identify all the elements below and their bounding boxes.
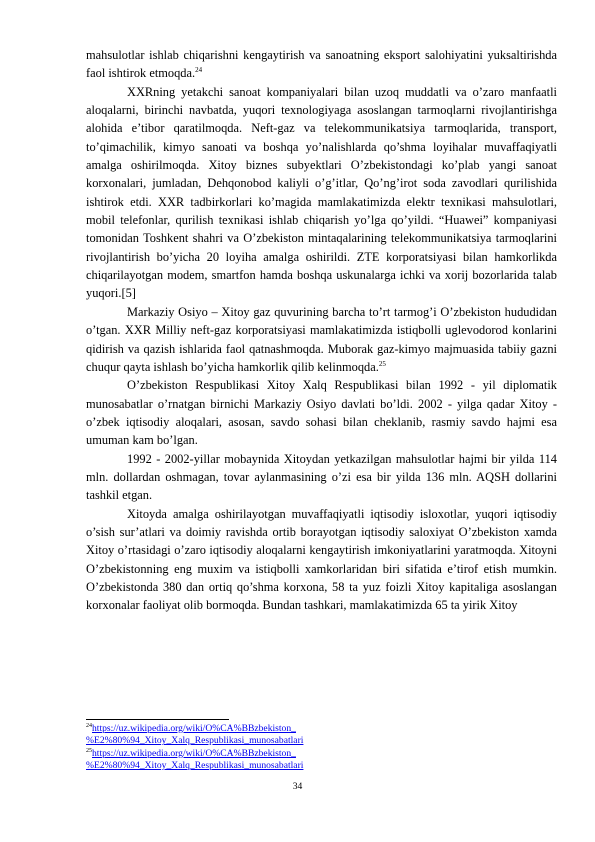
footnote-24 — [86, 723, 557, 748]
footnote-link-25[interactable]: https://uz.wikipedia.org/wiki/O%CA%BBzbekiston_ %E2%80%94_Xitoy_Xalq_Respublikasi_munosabatlari — [86, 747, 304, 772]
paragraph-5: 1992 - 2002-yillar mobaynida Xitoydan yetkazilgan mahsulotlar hajmi bir yilda 114 mln. dollardan oshmagan, tovar aylanmasining o’zi esa bir yilda 136 mln. AQSH dollarini tashkil etgan. — [86, 451, 557, 503]
paragraph-6: Xitoyda amalga oshirilayotgan muvaffaqiyatli iqtisodiy isloxotlar, yuqori iqtisodiy o’sish sur’atlari va doimiy ravishda ortib borayotgan iqtisodiy saloxiyat O’zbekiston xamda Xitoy o’rtasidagi o’zaro iqtisodiy aloqalarni kengaytirish imkoniyatlarini yaratmoqda. Xitoyni O’zbekistonning eng muxim va istiqbolli xamkorlaridan biri sifatida e’tirof etish mumkin. O’zbekistonda 380 dan ortiq qo’shma korxona, 58 ta yuz foizli Xitoy kapitaliga asoslangan korxonalar faoliyat olib bormoqda. Bundan tashkari, mamlakatimizda 65 ta yirik Xitoy — [86, 506, 557, 613]
paragraph-1: mahsulotlar ishlab chiqarishni kengaytirish va sanoatning eksport salohiyatini yuksaltirishda faol ishtirok etmoqda.$^{24}$ — [86, 48, 557, 81]
paragraph-4: O’zbekiston Respublikasi Xitoy Xalq Respublikasi bilan 1992 - yil diplomatik munosabatlar o’rnatgan birnichi Markaziy Osiyo davlati bo’ldi. 2002 - yilga qadar Xitoy - o’zbek iqtisodiy aloqalari, asosan, savdo sohasi bilan cheklanib, rasmiy savdo hajmi esa umuman kam bo’lgan. — [86, 378, 557, 448]
footnote-separator — [86, 719, 229, 720]
footnote-number: 24 — [86, 722, 92, 729]
paragraph-2: XXRning yetakchi sanoat kompaniyalari bilan uzoq muddatli va o’zaro manfaatli aloqalarni, birinchi navbatda, yuqori texnologiyaga asoslangan tarmoqlarni rivojlantirishga alohida e’tibor qaratilmoqda. Neft-gaz va telekommunikatsiya tarmoqlarida, transport, to’qimachilik, kimyo sanoati va boshqa yo’nalishlarda qo’shma loyihalar muvaffaqiyatli amalga oshirilmoqda. Xitoy biznes subyektlari O’zbekistondagi ko’plab yangi sanoat korxonalari, jumladan, Dehqonobod kaliyli o’g’itlar, Qo’ng’irot soda zavodlari qurilishida ishtirok etdi. XXR tadbirkorlari ko’magida mamlakatimizda elektr texnikasi mahsulotlari, mobil telefonlar, qurilish texnikasi ishlab chiqarish yo’lga qo’yildi. “Huawei” kompaniyasi tomonidan Toshkent shahri va O’zbekiston mintaqalarining telekommunikatsiya tarmoqlarini rivojlantirish bo’yicha 20 loyiha amalga oshirildi. ZTE korporatsiyasi bilan hamkorlikda chiqarilayotgan modem, smartfon hamda boshqa uskunalarga ichki va xorij bozorlarida talab yuqori.[5] — [86, 84, 557, 301]
footnote-25 — [86, 748, 557, 773]
footnotes — [86, 723, 557, 773]
body-text — [86, 46, 557, 615]
footnote-link-24[interactable]: https://uz.wikipedia.org/wiki/O%CA%BBzbekiston_ %E2%80%94_Xitoy_Xalq_Respublikasi_munosabatlari — [86, 723, 304, 747]
footnote-ref-24[interactable]: 24 — [195, 66, 203, 75]
paragraph-3: Markaziy Osiyo – Xitoy gaz quvurining barcha to’rt tarmog’i O’zbekiston hududidan o’tgan. XXR Milliy neft-gaz korporatsiyasi mamlakatimizda istiqbolli uglevodorod konlarini qidirish va qazish ishlarida faol qatnashmoqda. Muborak gaz-kimyo majmuasida tabiiy gazni chuqur qayta ishlash bo’yicha hamkorlik qilib kelinmoqda.$^{25}$ — [86, 304, 557, 374]
footnote-ref-25[interactable]: 25 — [378, 359, 386, 368]
footnote-number: 25 — [86, 747, 92, 754]
page-number: 34 — [292, 781, 303, 792]
